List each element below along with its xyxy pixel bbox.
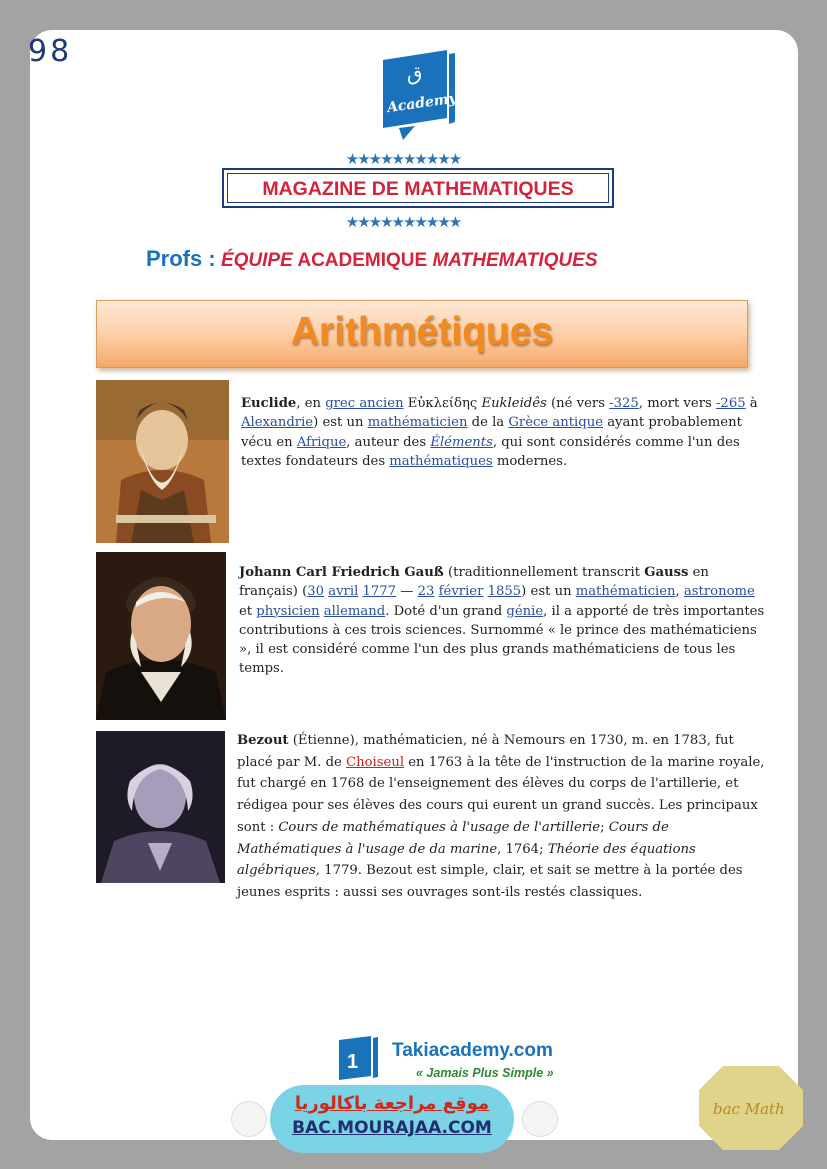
app-badge-left-icon xyxy=(231,1101,267,1137)
euclide-portrait xyxy=(96,380,229,543)
link-mathematicien[interactable]: mathématicien xyxy=(367,415,468,431)
euclide-name: Euclide xyxy=(241,396,297,411)
link-afrique[interactable]: Afrique xyxy=(296,434,347,450)
profs-academique: ACADEMIQUE xyxy=(297,250,428,271)
link-genie[interactable]: génie xyxy=(506,603,544,619)
pill-arabic: موقع مراجعة باكالوريا xyxy=(294,1093,490,1114)
bezout-portrait xyxy=(96,731,225,883)
logo-text: Academy xyxy=(386,90,458,117)
magazine-title-box xyxy=(222,168,614,208)
link-23[interactable]: 23 xyxy=(417,584,435,600)
link-astronome[interactable]: astronome xyxy=(683,584,755,600)
section-banner xyxy=(96,300,748,368)
gauss-bio: Johann Carl Friedrich Gauß (traditionnellement transcrit Gauss en français) (30 avril 1777 — 23 février 1855) est un mathématicien, astronome et physicien allemand. Doté d'un grand génie, il a apporté de très importantes contributions à ces trois sciences. Surnommé « le prince des mathématiciens », il est considéré comme l'un des plus grands mathématiciens de tous les temps. xyxy=(239,565,765,677)
page-badge-icon xyxy=(335,1036,379,1082)
link-30[interactable]: 30 xyxy=(307,584,325,600)
gauss-name: Johann Carl Friedrich Gauß xyxy=(239,565,444,580)
site-link[interactable]: Takiacademy.com xyxy=(392,1040,553,1061)
stars-top: ★★★★★★★★★★ xyxy=(345,150,461,168)
logo-glyph: ق xyxy=(407,61,423,85)
bezout-bio: Bezout (Étienne), mathématicien, né à Nemours en 1730, m. en 1783, fut placé par M. de Choiseul en 1763 à la tête de l'instruction de la marine royale, fut chargé en 1768 de l'enseignement des élèves du corps de l'artillerie, et rédigea pour ses élèves des cours qui eurent un grand succès. Les principaux sont : Cours de mathématiques à l'usage de l'artillerie; Cours de Mathématiques à l'usage de da marine, 1764; Théorie des équations algébriques, 1779. Bezout est simple, clair, et sait se mettre à la portée des jeunes esprits : aussi ses ouvrages sont-ils restés classiques. xyxy=(237,733,765,900)
link-elements[interactable]: Éléments xyxy=(430,434,493,450)
bac-math-text: bac Math xyxy=(713,1100,785,1118)
stars-bottom: ★★★★★★★★★★ xyxy=(345,213,461,231)
link-1777[interactable]: 1777 xyxy=(362,584,397,600)
magazine-title: MAGAZINE DE MATHEMATIQUES xyxy=(227,173,609,203)
link-fevrier[interactable]: février xyxy=(438,584,484,600)
link-325[interactable]: -325 xyxy=(609,396,639,411)
page-number: 98 xyxy=(28,34,73,69)
app-badge-right-icon xyxy=(522,1101,558,1137)
link-265[interactable]: -265 xyxy=(715,396,746,411)
profs-mathematiques: MATHEMATIQUES xyxy=(432,250,598,271)
gauss-portrait xyxy=(96,552,226,720)
euclide-bio: Euclide, en grec ancien Εὐκλείδης Eukleidês (né vers -325, mort vers -265 à Alexandrie) est un mathématicien de la Grèce antique ayant probablement vécu en Afrique, auteur des Éléments, qui sont considérés comme l'un des textes fondateurs des mathématiques modernes. xyxy=(241,396,758,469)
academy-logo-icon xyxy=(377,50,459,140)
bac-mourajaa-banner[interactable] xyxy=(270,1085,514,1153)
link-avril[interactable]: avril xyxy=(328,584,359,600)
link-1855[interactable]: 1855 xyxy=(487,584,522,600)
section-title: Arithmétiques xyxy=(290,310,554,353)
link-physicien[interactable]: physicien xyxy=(256,603,320,619)
site-tagline: « Jamais Plus Simple » xyxy=(416,1066,554,1080)
link-choiseul[interactable]: Choiseul xyxy=(346,754,405,770)
link-mathematicien-gauss[interactable]: mathématicien xyxy=(575,584,676,600)
profs-label: Profs : xyxy=(146,246,216,271)
profs-equipe: ÉQUIPE xyxy=(220,250,293,271)
profs-line xyxy=(146,246,598,272)
link-alexandrie[interactable]: Alexandrie xyxy=(241,415,314,431)
link-mathematiques[interactable]: mathématiques xyxy=(389,453,493,469)
pill-url[interactable]: BAC.MOURAJAA.COM xyxy=(292,1118,492,1138)
badge-number: 1 xyxy=(347,1051,359,1073)
bezout-name: Bezout xyxy=(237,733,289,748)
bac-math-octagon-icon xyxy=(699,1066,803,1150)
link-grec-ancien[interactable]: grec ancien xyxy=(325,396,404,411)
link-allemand[interactable]: allemand xyxy=(323,603,386,619)
link-grece-antique[interactable]: Grèce antique xyxy=(508,415,603,431)
